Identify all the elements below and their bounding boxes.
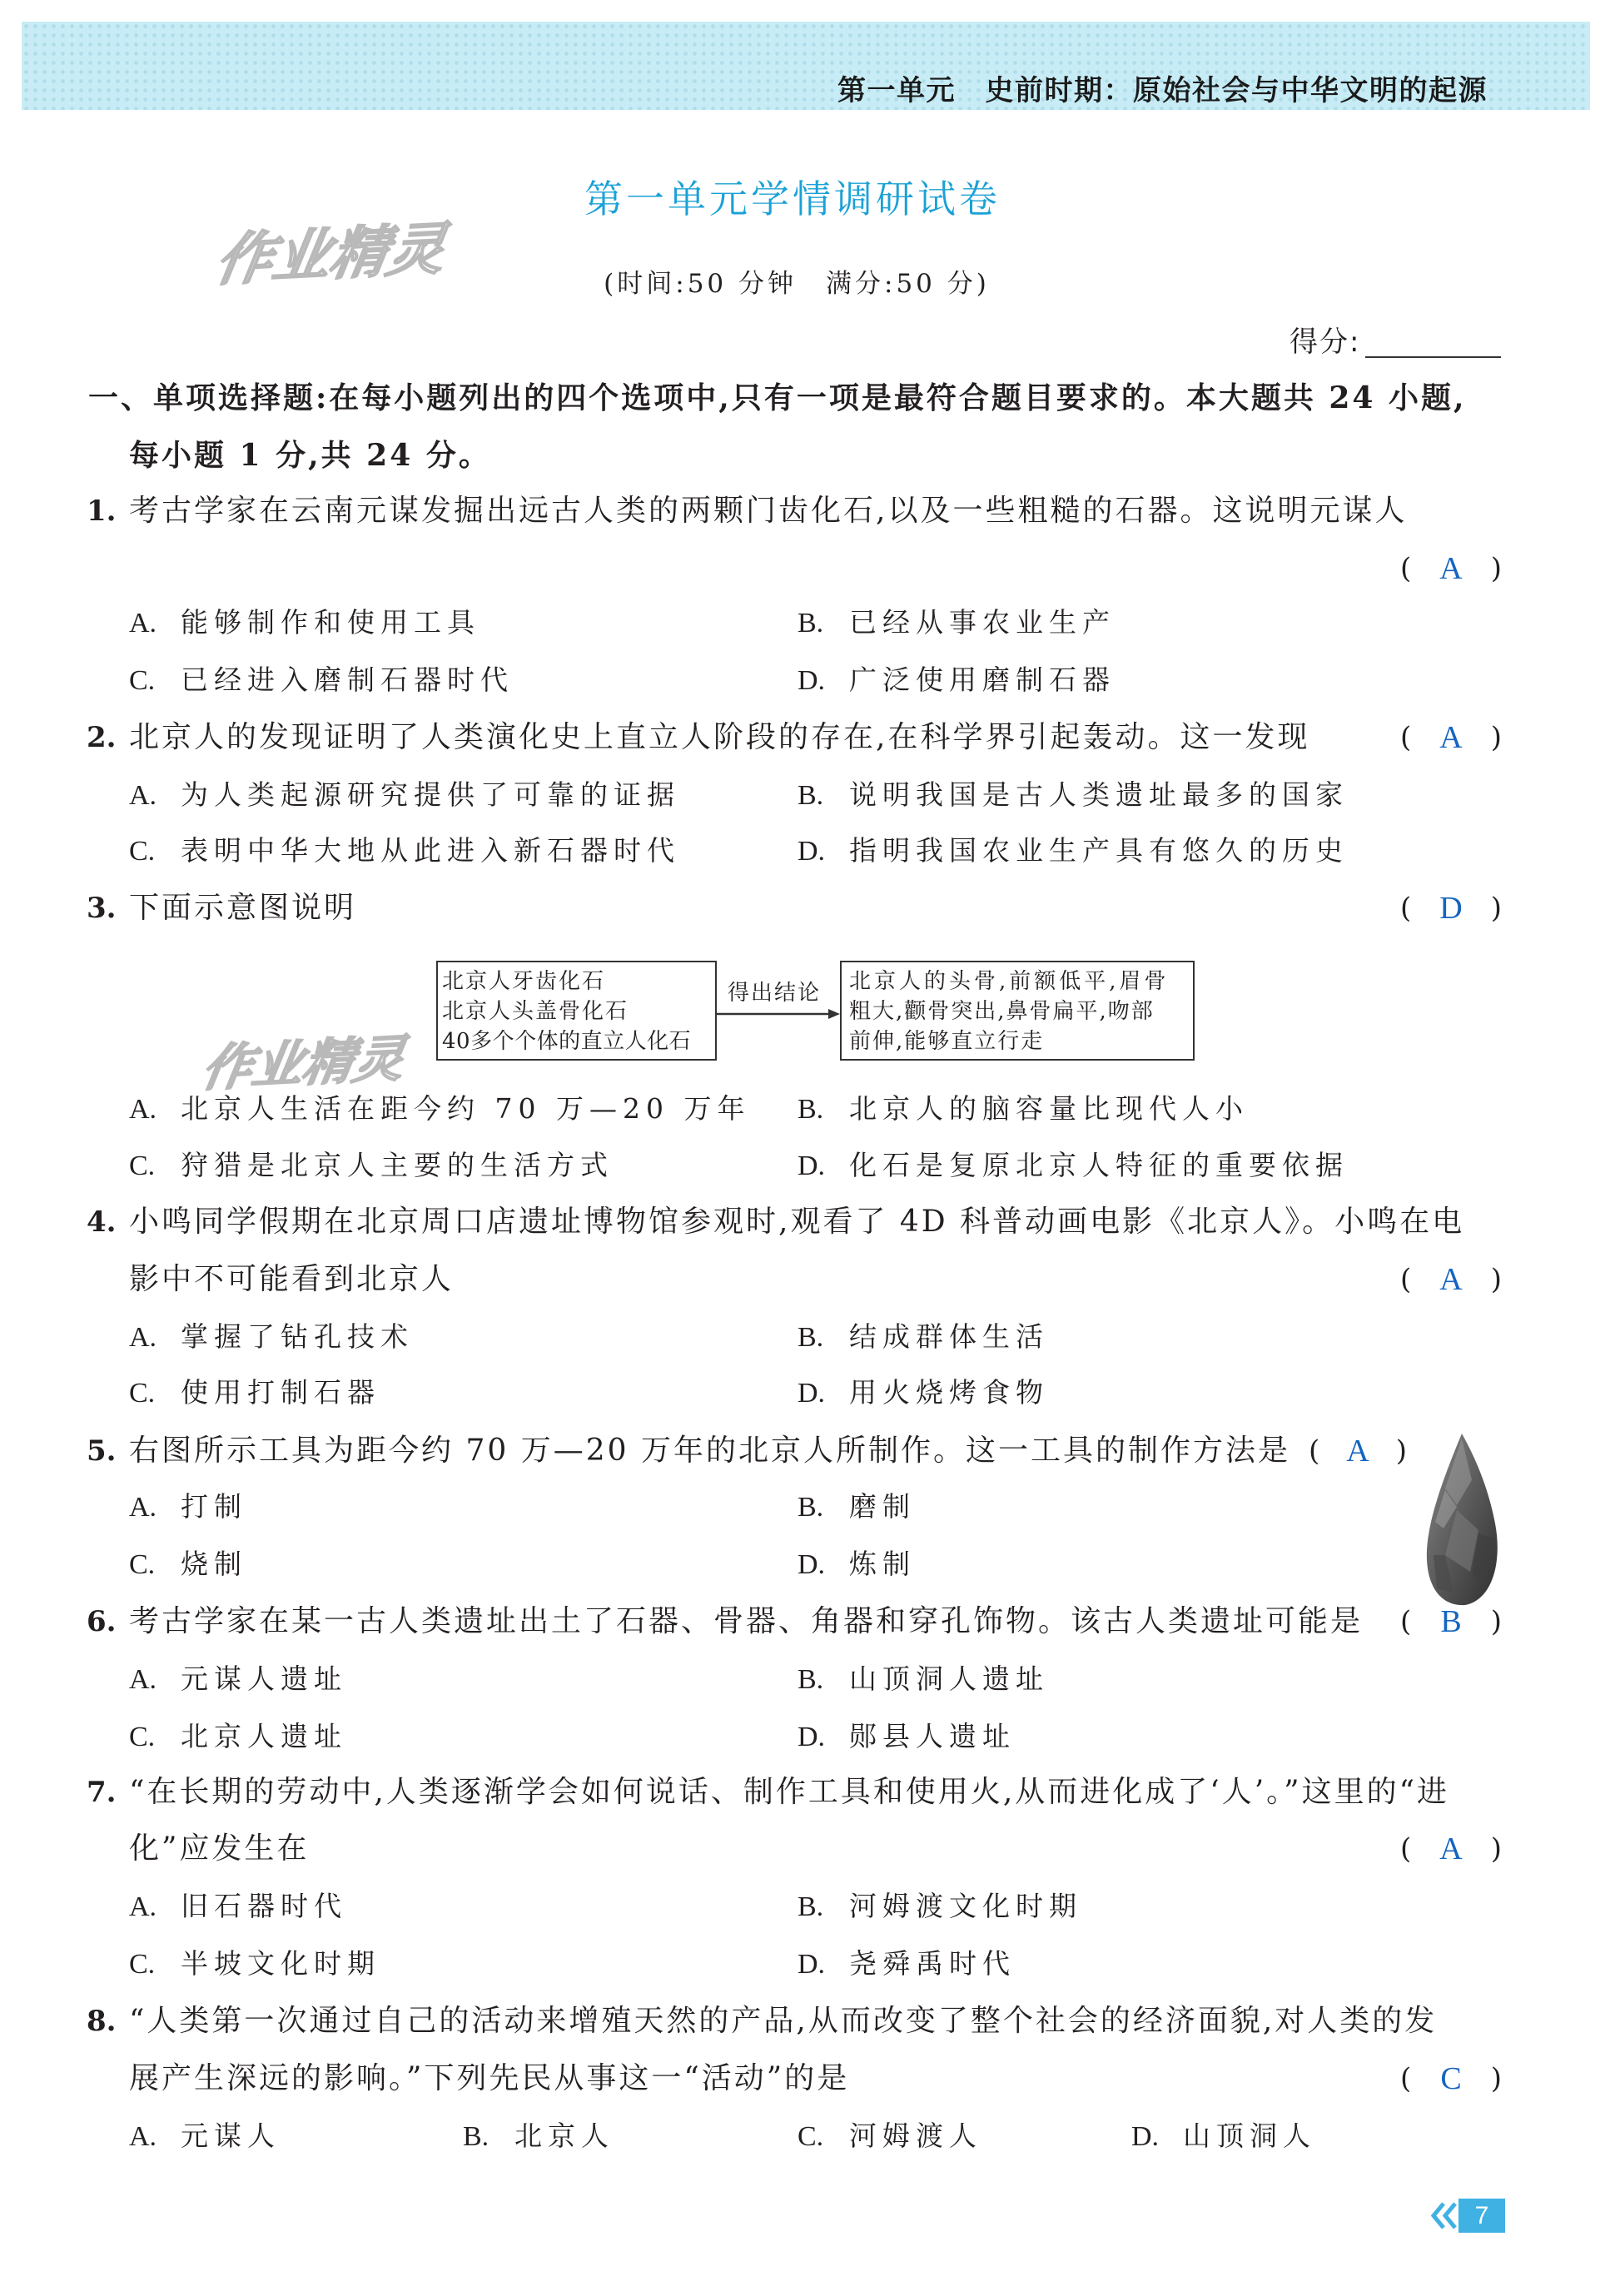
answer-bracket: [1400, 1605, 1502, 1638]
option-c: [129, 1376, 380, 1409]
open-paren: (: [1309, 1434, 1320, 1468]
question-text: 下面示意图说明: [129, 891, 357, 925]
question-text-continued: 影中不可能看到北京人: [129, 1262, 455, 1296]
option-text: 北京人生活在距今约 70 万—20 万年: [181, 1092, 751, 1125]
question-number: 3.: [87, 892, 117, 925]
option-text: 元谋人遗址: [181, 1662, 347, 1695]
option-text: 用火烧烤食物: [849, 1376, 1049, 1409]
option-a: [129, 778, 680, 812]
option-label: A.: [129, 1891, 157, 1922]
close-paren: ): [1490, 2062, 1502, 2095]
score-label: 得分:: [1289, 326, 1361, 359]
option-text: 尧舜禹时代: [849, 1947, 1016, 1980]
option-text: 说明我国是古人类遗址最多的国家: [849, 778, 1349, 811]
option-label: C.: [129, 1722, 156, 1752]
option-label: A.: [129, 1322, 157, 1353]
question-text: 右图所示工具为距今约 70 万—20 万年的北京人所制作。这一工具的制作方法是: [129, 1434, 1290, 1468]
close-paren: ): [1490, 1832, 1502, 1866]
stone-hand-axe-icon: [1420, 1430, 1507, 1610]
answer-letter: D: [1439, 891, 1463, 926]
option-label: C.: [129, 1549, 156, 1580]
open-paren: (: [1400, 721, 1412, 754]
answer-bracket: [1400, 2062, 1502, 2095]
question-text-continued: 展产生深远的影响。”下列先民从事这一“活动”的是: [129, 2061, 850, 2095]
question-text: 北京人的发现证明了人类演化史上直立人阶段的存在,在科学界引起轰动。这一发现: [129, 720, 1310, 754]
option-text: 北京人: [514, 2120, 614, 2152]
option-c: [129, 1548, 247, 1581]
option-text: 能够制作和使用工具: [181, 606, 480, 639]
answer-letter: B: [1440, 1604, 1462, 1639]
option-b: [798, 778, 1349, 812]
option-a: [129, 1490, 247, 1523]
unit-title: 第一单元 史前时期：原始社会与中华文明的起源: [837, 74, 1488, 107]
option-d: [798, 1548, 916, 1581]
option-label: C.: [129, 1378, 156, 1409]
exam-title: 第一单元学情调研试卷: [584, 176, 1001, 221]
option-label: D.: [798, 1150, 826, 1181]
open-paren: (: [1400, 1605, 1412, 1638]
option-c: [129, 1149, 614, 1182]
option-a: [129, 1092, 750, 1126]
option-a: [129, 2120, 281, 2153]
option-b: [798, 1662, 1049, 1696]
option-label: C.: [129, 1150, 156, 1181]
option-text: 炼制: [849, 1548, 916, 1580]
open-paren: (: [1400, 1263, 1412, 1296]
option-label: A.: [129, 608, 157, 639]
option-label: D.: [1131, 2121, 1160, 2152]
page-number: 7: [1458, 2199, 1505, 2233]
option-text: 使用打制石器: [181, 1376, 380, 1409]
option-label: B.: [798, 1322, 824, 1353]
evidence-line: 北京人牙齿化石: [442, 969, 606, 994]
option-c: [129, 663, 514, 697]
answer-letter: A: [1346, 1434, 1369, 1469]
option-d: [798, 1947, 1016, 1980]
option-a: [129, 1320, 414, 1354]
option-label: B.: [798, 1891, 824, 1922]
question-number: 8.: [87, 2005, 117, 2038]
option-a: [129, 606, 480, 639]
arrow-label: 得出结论: [728, 981, 822, 1006]
close-paren: ): [1490, 892, 1502, 925]
option-text: 表明中华大地从此进入新石器时代: [181, 834, 680, 867]
option-d: [1131, 2120, 1316, 2153]
option-text: 狩猎是北京人主要的生活方式: [181, 1149, 614, 1181]
option-text: 结成群体生活: [849, 1320, 1049, 1353]
option-text: 山顶洞人: [1183, 2120, 1316, 2152]
option-c: [798, 2120, 982, 2153]
evidence-line: 40多个个体的直立人化石: [442, 1029, 692, 1054]
option-label: A.: [129, 1664, 157, 1695]
option-text: 北京人遗址: [181, 1720, 347, 1752]
option-a: [129, 1890, 347, 1923]
option-text: 烧制: [181, 1548, 247, 1580]
option-label: C.: [129, 836, 156, 867]
option-label: D.: [798, 1378, 826, 1409]
section-heading-continued: 每小题 1 分,共 24 分。: [129, 438, 491, 473]
option-text: 郧县人遗址: [849, 1720, 1016, 1752]
option-b: [798, 1490, 916, 1523]
double-chevron-left-icon: [1427, 2199, 1458, 2233]
section-heading: 一、单项选择题:在每小题列出的四个选项中,只有一项是最符合题目要求的。本大题共 24 小题,: [88, 380, 1467, 415]
score-blank-line: [1365, 356, 1501, 358]
option-label: D.: [798, 836, 826, 867]
option-text: 已经进入磨制石器时代: [181, 663, 514, 696]
watermark: 作业精灵: [197, 1029, 409, 1099]
question-text: 考古学家在某一古人类遗址出土了石器、骨器、角器和穿孔饰物。该古人类遗址可能是: [129, 1604, 1364, 1638]
open-paren: (: [1400, 892, 1412, 925]
watermark: 作业精灵: [211, 216, 450, 295]
option-c: [129, 1720, 347, 1753]
option-d: [798, 663, 1116, 697]
close-paren: ): [1490, 1605, 1502, 1638]
option-label: D.: [798, 1722, 826, 1752]
option-label: B.: [798, 1094, 824, 1125]
open-paren: (: [1400, 552, 1412, 585]
question-number: 5.: [87, 1434, 117, 1468]
option-d: [798, 1376, 1049, 1409]
question-text: 考古学家在云南元谋发掘出远古人类的两颗门齿化石,以及一些粗糙的石器。这说明元谋人: [129, 494, 1408, 528]
option-text: 半坡文化时期: [181, 1947, 380, 1980]
evidence-box: [436, 961, 717, 1061]
option-text: 指明我国农业生产具有悠久的历史: [849, 834, 1349, 867]
option-text: 元谋人: [181, 2120, 281, 2152]
option-label: B.: [798, 608, 824, 639]
close-paren: ): [1490, 552, 1502, 585]
option-b: [798, 1092, 1249, 1126]
option-label: C.: [129, 1949, 156, 1980]
answer-bracket: [1309, 1434, 1407, 1468]
close-paren: ): [1395, 1434, 1407, 1468]
answer-letter: C: [1440, 2061, 1462, 2096]
conclusion-box: [840, 961, 1195, 1061]
question-text: “在长期的劳动中,人类逐渐学会如何说话、制作工具和使用火,从而进化成了‘人’。”这里的“进: [129, 1775, 1449, 1809]
option-label: A.: [129, 1094, 157, 1125]
option-label: D.: [798, 1949, 826, 1980]
option-label: B.: [463, 2121, 489, 2152]
option-b: [463, 2120, 614, 2153]
option-text: 打制: [181, 1490, 247, 1523]
answer-bracket: [1400, 1263, 1502, 1296]
open-paren: (: [1400, 1832, 1412, 1866]
answer-bracket: [1400, 721, 1502, 754]
right-arrow-icon: [717, 1006, 840, 1022]
question-text-continued: 化”应发生在: [129, 1831, 310, 1866]
option-c: [129, 1947, 380, 1980]
answer-bracket: [1400, 552, 1502, 585]
conclusion-line: 北京人的头骨,前额低平,眉骨: [849, 969, 1170, 994]
option-text: 掌握了钻孔技术: [181, 1320, 414, 1353]
option-text: 广泛使用磨制石器: [849, 663, 1116, 696]
option-d: [798, 1720, 1016, 1753]
option-label: B.: [798, 1492, 824, 1523]
option-d: [798, 834, 1349, 867]
question-text: 小鸣同学假期在北京周口店遗址博物馆参观时,观看了 4D 科普动画电影《北京人》。小鸣在电: [129, 1205, 1465, 1239]
option-a: [129, 1662, 347, 1696]
close-paren: ): [1490, 721, 1502, 754]
option-label: A.: [129, 1492, 157, 1523]
option-text: 北京人的脑容量比现代人小: [849, 1092, 1249, 1125]
option-label: B.: [798, 780, 824, 811]
answer-letter: A: [1439, 551, 1463, 586]
question-number: 7.: [87, 1776, 117, 1809]
option-text: 已经从事农业生产: [849, 606, 1116, 639]
option-label: C.: [129, 665, 156, 696]
answer-letter: A: [1439, 1831, 1463, 1866]
question-number: 1.: [87, 494, 117, 528]
option-b: [798, 606, 1116, 639]
question-text: “人类第一次通过自己的活动来增殖天然的产品,从而改变了整个社会的经济面貌,对人类的发: [129, 2004, 1438, 2038]
option-text: 河姆渡人: [849, 2120, 982, 2152]
option-text: 山顶洞人遗址: [849, 1662, 1049, 1695]
option-label: D.: [798, 665, 826, 696]
option-label: A.: [129, 780, 157, 811]
option-text: 磨制: [849, 1490, 916, 1523]
exam-time-info: (时间:50 分钟 满分:50 分): [604, 269, 990, 299]
question-number: 4.: [87, 1205, 117, 1239]
question-number: 2.: [87, 721, 117, 754]
option-label: C.: [798, 2121, 824, 2152]
answer-bracket: [1400, 1832, 1502, 1866]
option-label: D.: [798, 1549, 826, 1580]
open-paren: (: [1400, 2062, 1412, 2095]
answer-letter: A: [1439, 720, 1463, 755]
option-text: 旧石器时代: [181, 1890, 347, 1922]
option-label: A.: [129, 2121, 157, 2152]
answer-letter: A: [1439, 1262, 1463, 1297]
option-c: [129, 834, 680, 867]
conclusion-line: 粗大,颧骨突出,鼻骨扁平,吻部: [849, 999, 1155, 1024]
option-b: [798, 1320, 1049, 1354]
option-text: 河姆渡文化时期: [849, 1890, 1082, 1922]
close-paren: ): [1490, 1263, 1502, 1296]
evidence-line: 北京人头盖骨化石: [442, 999, 629, 1024]
option-label: B.: [798, 1664, 824, 1695]
option-b: [798, 1890, 1082, 1923]
option-text: 为人类起源研究提供了可靠的证据: [181, 778, 680, 811]
conclusion-line: 前伸,能够直立行走: [849, 1029, 1045, 1054]
answer-bracket: [1400, 892, 1502, 925]
question-number: 6.: [87, 1605, 117, 1638]
option-d: [798, 1149, 1349, 1182]
option-text: 化石是复原北京人特征的重要依据: [849, 1149, 1349, 1181]
